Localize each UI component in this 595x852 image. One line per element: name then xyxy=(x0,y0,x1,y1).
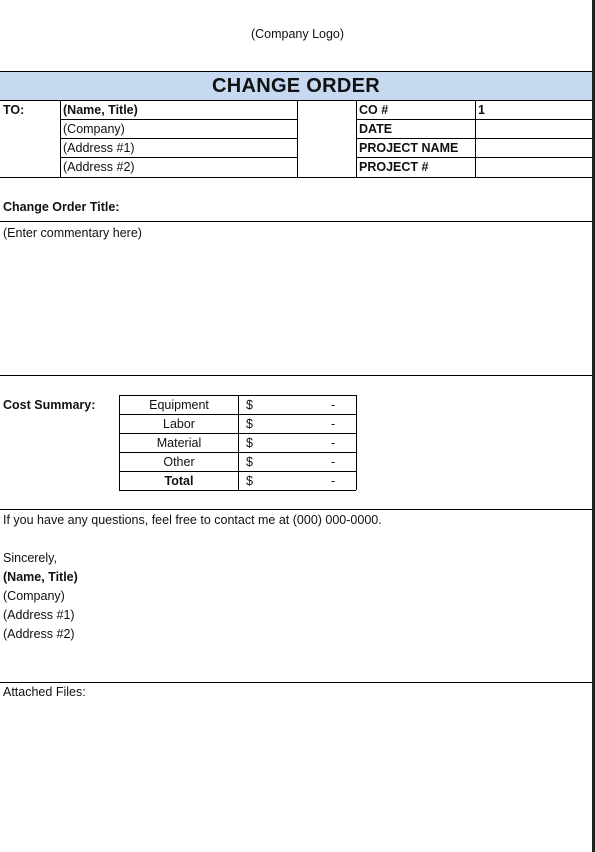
cost-category-other: Other xyxy=(163,455,195,469)
to-label: TO: xyxy=(3,103,25,117)
project-name-label: PROJECT NAME xyxy=(359,141,459,155)
company-logo-placeholder: (Company Logo) xyxy=(250,27,345,41)
contact-line: If you have any questions, feel free to contact me at (000) 000-0000. xyxy=(3,513,382,527)
attached-files-label: Attached Files: xyxy=(3,685,86,699)
cost-amount-labor[interactable]: - xyxy=(331,417,336,431)
cost-currency: $ xyxy=(246,398,253,412)
info-grid-line xyxy=(356,100,357,178)
commentary-field[interactable]: (Enter commentary here) xyxy=(3,226,142,240)
cost-amount-material[interactable]: - xyxy=(331,436,336,450)
signature-company[interactable]: (Company) xyxy=(3,589,65,603)
section-divider xyxy=(0,509,592,510)
cost-summary-label: Cost Summary: xyxy=(3,398,96,412)
to-grid-line xyxy=(60,138,297,139)
to-company[interactable]: (Company) xyxy=(63,122,125,136)
co-number-label: CO # xyxy=(359,103,389,117)
info-grid-line xyxy=(356,157,592,158)
cost-currency: $ xyxy=(246,455,253,469)
cost-grid-line xyxy=(356,395,357,490)
to-grid-line xyxy=(0,177,592,178)
sincerely-text: Sincerely, xyxy=(3,551,57,565)
info-grid-line xyxy=(475,100,476,178)
signature-address-2[interactable]: (Address #2) xyxy=(3,627,75,641)
cost-amount-equipment[interactable]: - xyxy=(331,398,336,412)
change-order-title-label: Change Order Title: xyxy=(3,200,120,214)
to-grid-line xyxy=(297,100,298,178)
document-title: CHANGE ORDER xyxy=(0,71,592,101)
to-address-2[interactable]: (Address #2) xyxy=(63,160,135,174)
to-address-1[interactable]: (Address #1) xyxy=(63,141,135,155)
info-grid-line xyxy=(356,119,592,120)
signature-name-title[interactable]: (Name, Title) xyxy=(3,570,78,584)
date-label: DATE xyxy=(359,122,393,136)
info-grid-line xyxy=(356,138,592,139)
section-divider xyxy=(0,375,592,376)
to-grid-line xyxy=(60,100,61,178)
cost-currency: $ xyxy=(246,474,253,488)
cost-category-total: Total xyxy=(164,474,194,488)
cost-currency: $ xyxy=(246,436,253,450)
cost-category-labor: Labor xyxy=(163,417,195,431)
to-name-title[interactable]: (Name, Title) xyxy=(63,103,138,117)
cost-category-equipment: Equipment xyxy=(149,398,209,412)
cost-category-material: Material xyxy=(156,436,202,450)
to-grid-line xyxy=(60,157,297,158)
project-number-label: PROJECT # xyxy=(359,160,429,174)
cost-currency: $ xyxy=(246,417,253,431)
cost-grid-line xyxy=(238,395,239,490)
co-number-value[interactable]: 1 xyxy=(478,103,485,117)
cost-amount-total: - xyxy=(331,474,336,488)
section-divider xyxy=(0,682,592,683)
signature-address-1[interactable]: (Address #1) xyxy=(3,608,75,622)
to-grid-line xyxy=(60,119,297,120)
section-divider xyxy=(0,221,592,222)
cost-amount-other[interactable]: - xyxy=(331,455,336,469)
